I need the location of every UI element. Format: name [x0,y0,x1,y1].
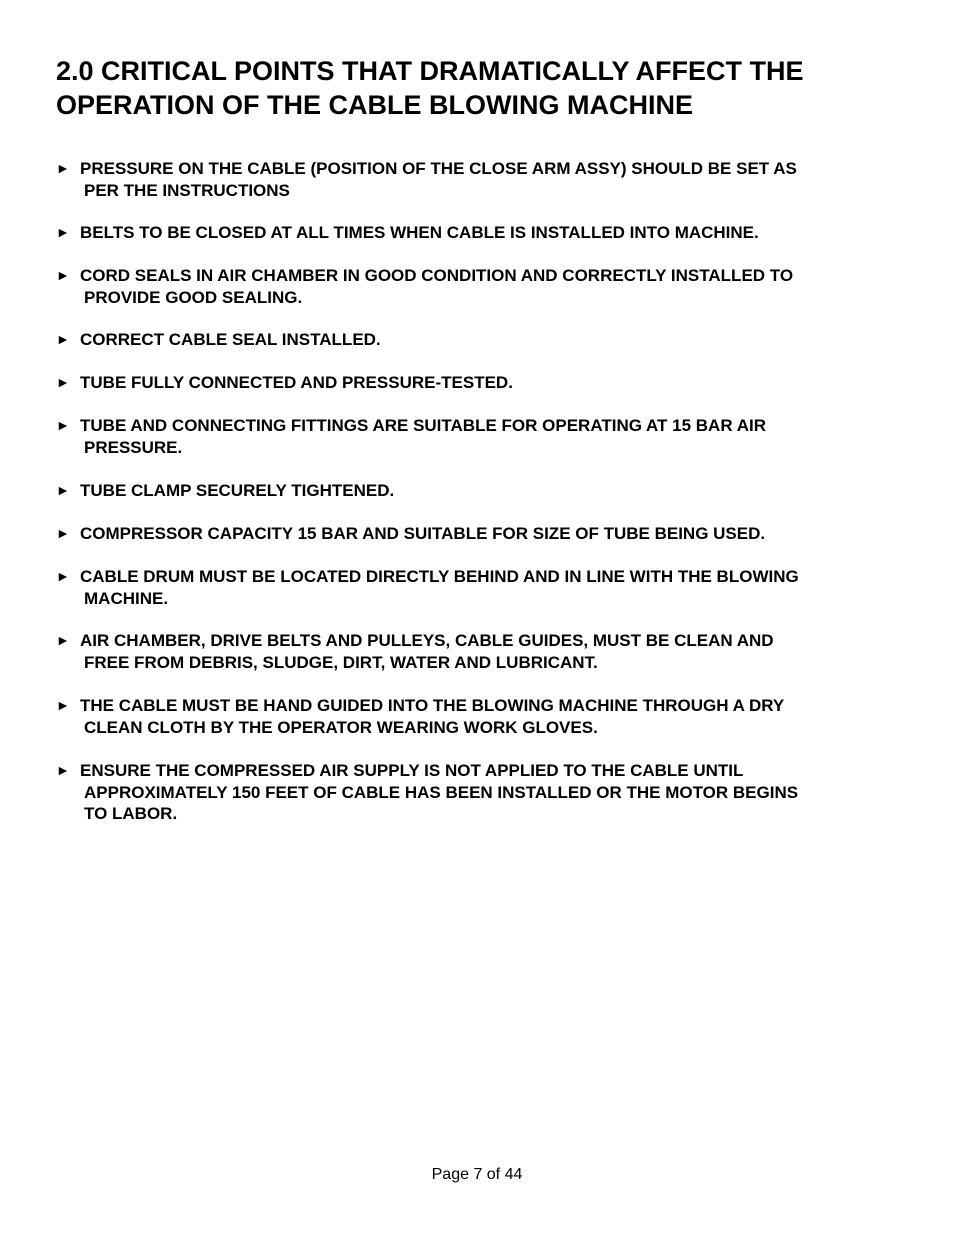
list-item-line: PER THE INSTRUCTIONS [84,180,290,200]
list-item-line: CORRECT CABLE SEAL INSTALLED. [80,330,381,349]
list-item-text [56,329,896,351]
list-item [56,158,896,201]
list-item [56,329,896,351]
list-item-line: MACHINE. [84,588,169,608]
list-item-line: AIR CHAMBER, DRIVE BELTS AND PULLEYS, CABLE GUIDES, MUST BE CLEAN AND [80,631,774,650]
list-item-text [56,566,896,609]
list-item-line: FREE FROM DEBRIS, SLUDGE, DIRT, WATER AND LUBRICANT. [84,652,598,672]
bullet-arrow-icon: ► [56,525,70,541]
list-item-text [56,480,896,502]
bullet-arrow-icon: ► [56,482,70,498]
bullet-arrow-icon: ► [56,762,70,778]
list-item-line: ENSURE THE COMPRESSED AIR SUPPLY IS NOT APPLIED TO THE CABLE UNTIL [80,761,744,780]
list-item-text [56,372,896,394]
list-item-line: CABLE DRUM MUST BE LOCATED DIRECTLY BEHIND AND IN LINE WITH THE BLOWING [80,567,799,586]
list-item-line: PROVIDE GOOD SEALING. [84,287,303,307]
bullet-arrow-icon: ► [56,568,70,584]
list-item-line: PRESSURE ON THE CABLE (POSITION OF THE CLOSE ARM ASSY) SHOULD BE SET AS [80,159,797,178]
list-item-line: PRESSURE. [84,437,183,457]
list-item [56,695,896,738]
list-item [56,222,896,244]
list-item-line: CORD SEALS IN AIR CHAMBER IN GOOD CONDITION AND CORRECTLY INSTALLED TO [80,266,794,285]
section-heading-line: 2.0 CRITICAL POINTS THAT DRAMATICALLY AFFECT THE [56,56,804,86]
bullet-arrow-icon: ► [56,267,70,283]
list-item [56,630,896,673]
bullet-arrow-icon: ► [56,224,70,240]
list-item-text [56,695,896,738]
list-item-text [56,760,896,825]
bullet-arrow-icon: ► [56,331,70,347]
list-item [56,415,896,458]
list-item-text [56,265,896,308]
bullet-arrow-icon: ► [56,632,70,648]
list-item-text [56,630,896,673]
list-item-line: CLEAN CLOTH BY THE OPERATOR WEARING WORK GLOVES. [84,717,598,737]
list-item-text [56,415,896,458]
list-item-line: TUBE AND CONNECTING FITTINGS ARE SUITABLE FOR OPERATING AT 15 BAR AIR [80,416,766,435]
list-item [56,566,896,609]
list-item-line: APPROXIMATELY 150 FEET OF CABLE HAS BEEN INSTALLED OR THE MOTOR BEGINS [84,782,799,802]
bullet-arrow-icon: ► [56,697,70,713]
list-item [56,760,896,825]
bullet-arrow-icon: ► [56,160,70,176]
list-item-line: COMPRESSOR CAPACITY 15 BAR AND SUITABLE FOR SIZE OF TUBE BEING USED. [80,524,766,543]
list-item-line: TUBE CLAMP SECURELY TIGHTENED. [80,481,395,500]
list-item-text [56,158,896,201]
section-heading-line: OPERATION OF THE CABLE BLOWING MACHINE [56,90,693,120]
list-item-line: TO LABOR. [84,804,178,823]
bullet-arrow-icon: ► [56,417,70,433]
list-item [56,480,896,502]
list-item-text [56,523,896,545]
list-item [56,372,896,394]
list-item-line: THE CABLE MUST BE HAND GUIDED INTO THE BLOWING MACHINE THROUGH A DRY [80,696,785,715]
section-heading [56,54,916,122]
list-item-line: BELTS TO BE CLOSED AT ALL TIMES WHEN CABLE IS INSTALLED INTO MACHINE. [80,223,759,242]
list-item-line: TUBE FULLY CONNECTED AND PRESSURE-TESTED. [80,373,513,392]
list-item [56,523,896,545]
list-item-text [56,222,896,244]
list-item [56,265,896,308]
bullet-arrow-icon: ► [56,374,70,390]
page-number: Page 7 of 44 [431,1166,523,1183]
